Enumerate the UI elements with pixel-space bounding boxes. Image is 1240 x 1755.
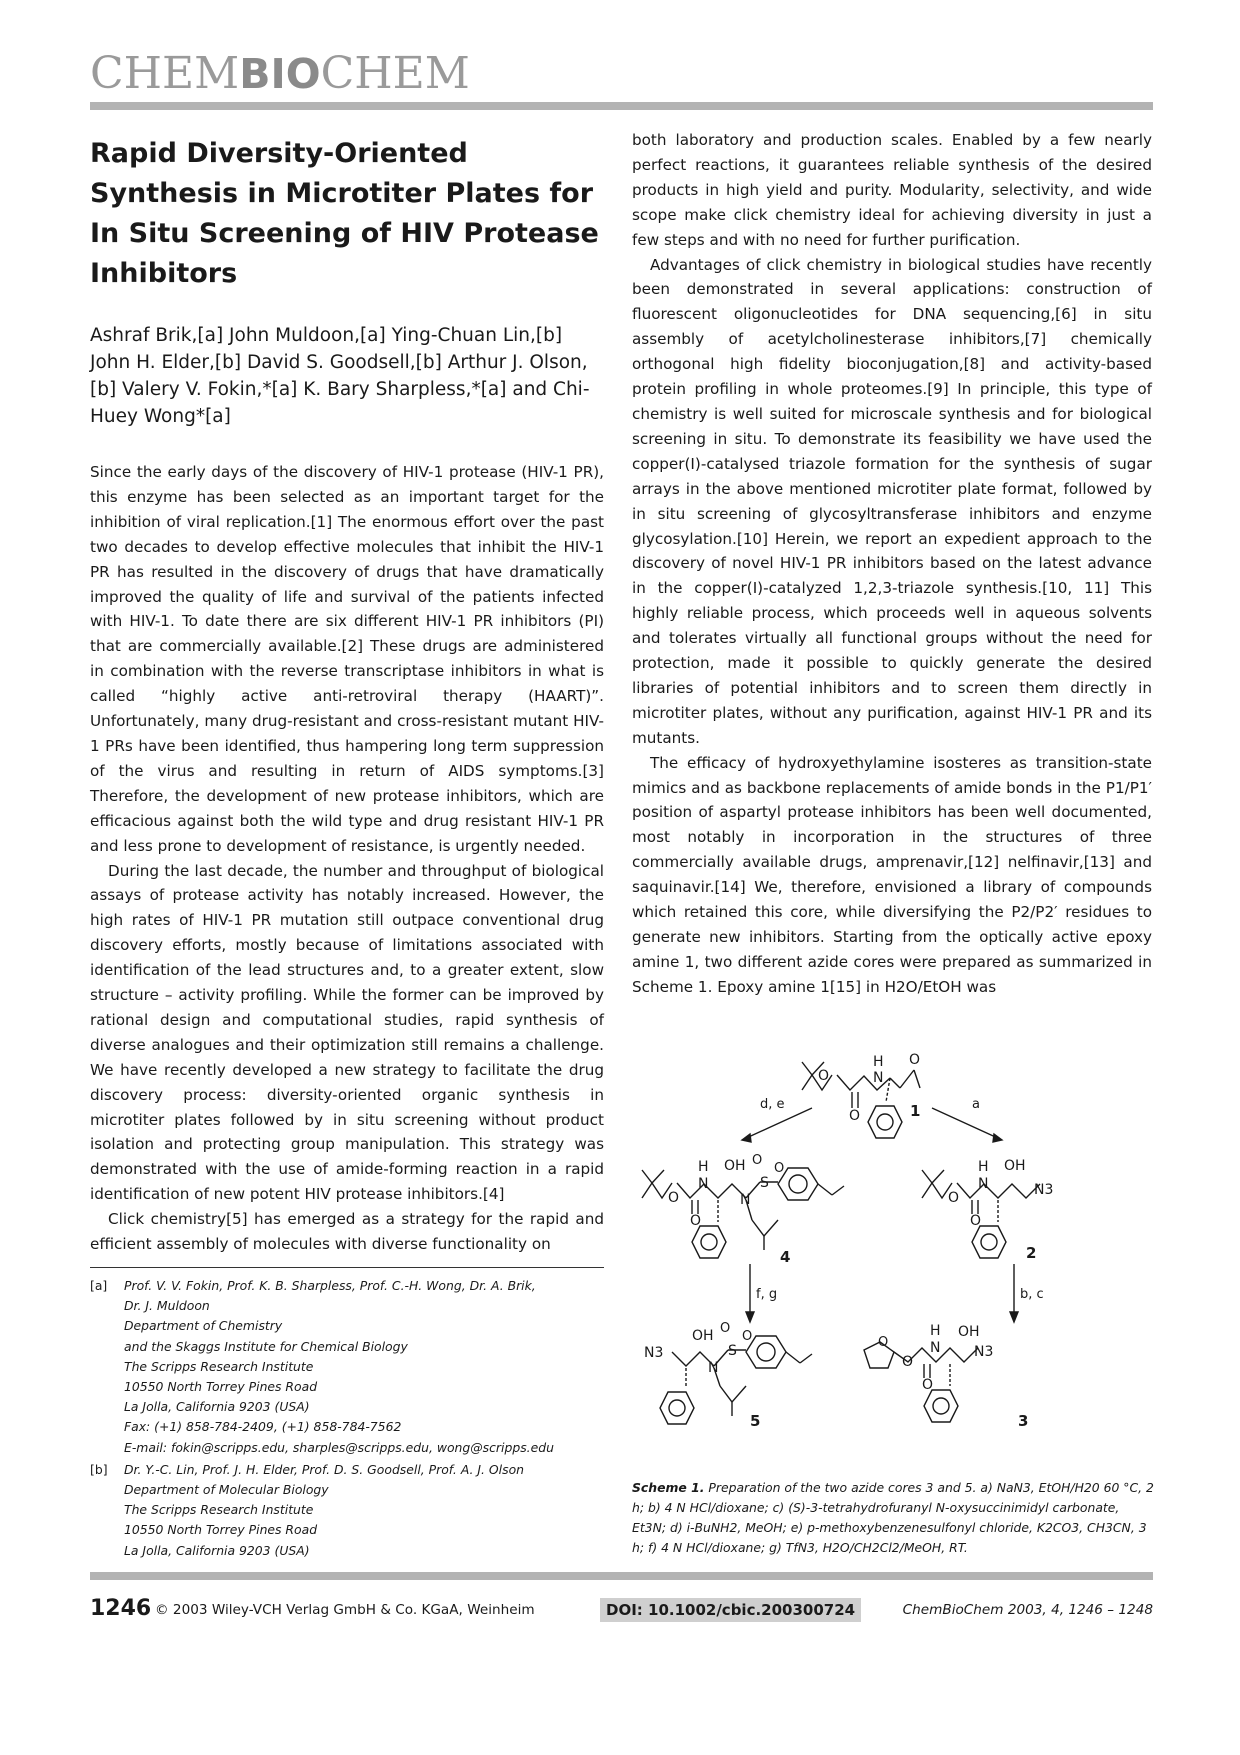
atom-label: O — [849, 1108, 861, 1124]
atom-label: N — [740, 1192, 751, 1208]
left-column — [90, 128, 604, 1257]
atom-label: N3 — [1034, 1182, 1054, 1198]
compound-3-structure — [864, 1323, 1028, 1430]
masthead-part-3: CHEM — [320, 48, 470, 99]
arrow-head — [1010, 1312, 1018, 1322]
page-number: 1246 — [90, 1596, 152, 1621]
header-rule — [90, 102, 1153, 110]
footnote-rule — [90, 1267, 604, 1268]
body-paragraph-2: During the last decade, the number and throughput of biological assays of protease activity has notably increased. However, the high rates of HIV-1 PR mutation still outpace conventional drug discovery efforts, mostly because of limitations associated with identification of the lead structures and, to a greater extent, slow structure – activity profiling. While the former can be improved by rational design and computational studies, rapid synthesis of diverse analogues and their optimization still remains a challenge. We have recently developed a new strategy to facilitate the drug discovery process: diversity-oriented organic synthesis in microtiter plates followed by in situ screening without product isolation and protecting group manipulation. This strategy was demonstrated with the use of amide-forming reaction in a rapid identification of new potent HIV protease inhibitors.[4] — [90, 861, 604, 1204]
footnote-line: Prof. V. V. Fokin, Prof. K. B. Sharpless, Prof. C.-H. Wong, Dr. A. Brik, — [124, 1278, 536, 1293]
footnote-line: The Scripps Research Institute — [124, 1502, 314, 1518]
caption-label: Scheme 1. — [632, 1480, 705, 1495]
compound-number: 2 — [1026, 1244, 1037, 1262]
footnote-mark: [a] — [90, 1278, 108, 1293]
body-paragraph-4: both laboratory and production scales. Enabled by a few nearly perfect reactions, it guarantees reliable synthesis of the desired products in high yield and purity. Modularity, selectivity, and wide scope make click chemistry ideal for achieving diversity in just a few steps and with no need for further purification. — [632, 131, 1152, 249]
atom-label: O — [774, 1161, 785, 1176]
footnote-b — [90, 1460, 604, 1561]
footnote-line: Fax: (+1) 858-784-2409, (+1) 858-784-7562 — [124, 1419, 402, 1435]
reaction-arrow — [742, 1108, 812, 1140]
compound-number: 1 — [910, 1102, 921, 1120]
atom-label: N — [978, 1176, 989, 1192]
atom-label: N3 — [644, 1345, 664, 1361]
reaction-label: d, e — [760, 1097, 785, 1112]
scheme-caption — [632, 1478, 1154, 1558]
atom-label: O — [742, 1329, 753, 1344]
arrow-head — [742, 1134, 751, 1142]
atom-label: O — [909, 1052, 921, 1068]
journal-masthead — [90, 48, 470, 99]
atom-label: H — [698, 1159, 709, 1175]
affiliation-footnotes — [90, 1276, 604, 1563]
caption-text: Preparation of the two azide cores 3 and 5. a) NaN3, EtOH/H20 60 °C, 2 h; b) 4 N HCl/dioxane; c) (S)-3-tetrahydrofuranyl N-oxysuccinimidyl carbonate, Et3N; d) i-BuNH2, MeOH; e) p-methoxybenzenesulfonyl chloride, K2CO3, CH3CN, 3 h; f) 4 N HCl/dioxane; g) TfN3, H2O/CH2Cl2/MeOH, RT. — [632, 1480, 1154, 1555]
footnote-line: Department of Chemistry — [124, 1318, 283, 1334]
compound-number: 5 — [750, 1412, 761, 1430]
footnote-line: The Scripps Research Institute — [124, 1358, 314, 1374]
atom-label: O — [878, 1335, 889, 1350]
right-column — [632, 128, 1152, 1000]
atom-label: H — [930, 1323, 941, 1339]
footnote-line: Department of Molecular Biology — [124, 1482, 329, 1498]
body-paragraph-3: Click chemistry[5] has emerged as a strategy for the rapid and efficient assembly of molecules with diverse functionality on — [90, 1210, 604, 1254]
atom-label: O — [690, 1213, 702, 1229]
footer-rule — [90, 1572, 1153, 1580]
article-title: Rapid Diversity-Oriented Synthesis in Microtiter Plates for In Situ Screening of HIV Protease Inhibitors — [90, 138, 599, 289]
doi-link[interactable]: DOI: 10.1002/cbic.200300724 — [600, 1598, 861, 1622]
atom-label: O — [902, 1354, 914, 1370]
atom-label: O — [818, 1068, 830, 1084]
arrow-head — [746, 1312, 754, 1322]
scheme-1-figure — [632, 1050, 1152, 1520]
masthead-part-1: CHEM — [90, 48, 240, 99]
footnote-line: La Jolla, California 9203 (USA) — [124, 1399, 310, 1415]
atom-label: S — [760, 1175, 769, 1191]
reaction-arrow — [932, 1108, 1002, 1140]
body-paragraph-5: Advantages of click chemistry in biological studies have recently been demonstrated in several applications: construction of fluorescent oligonucleotides for DNA sequencing,[6] in situ assembly of acetylcholinesterase inhibitors,[7] chemically orthogonal high fidelity bioconjugation,[8] and activity-based protein profiling in whole proteomes.[9] In principle, this type of chemistry is well suited for microscale synthesis and for biological screening in situ. To demonstrate its feasibility we have used the copper(I)-catalysed triazole formation for the synthesis of sugar arrays in the above mentioned microtiter plate format, followed by in situ screening of glycosyltransferase inhibitors and enzyme glycosylation.[10] Herein, we report an expedient approach to the discovery of novel HIV-1 PR inhibitors based on the latest advance in the copper(I)-catalyzed 1,2,3-triazole synthesis.[10, 11] This highly reliable process, which proceeds well in aqueous solvents and tolerates virtually all functional groups without the need for protection, made it possible to quickly generate the desired libraries of potential inhibitors and to screen them directly in microtiter plates, without any purification, against HIV-1 PR and its mutants. — [632, 255, 1152, 747]
atom-label: S — [728, 1343, 737, 1359]
atom-label: O — [970, 1213, 982, 1229]
compound-number: 4 — [780, 1248, 791, 1266]
atom-label: O — [948, 1190, 960, 1206]
atom-label: N — [698, 1176, 709, 1192]
atom-label: OH — [724, 1158, 746, 1174]
page-footer — [90, 1596, 1153, 1626]
atom-label: N — [930, 1340, 941, 1356]
compound-5-structure — [644, 1321, 812, 1430]
atom-label: O — [752, 1153, 763, 1168]
atom-label: H — [873, 1054, 884, 1070]
atom-label: N — [708, 1360, 719, 1376]
author-list: Ashraf Brik,[a] John Muldoon,[a] Ying-Chuan Lin,[b] John H. Elder,[b] David S. Goodsell,[b] Arthur J. Olson,[b] Valery V. Fokin,*[a] K. Bary Sharpless,*[a] and Chi-Huey Wong*[a] — [90, 325, 590, 427]
atom-label: H — [978, 1159, 989, 1175]
footnote-line: La Jolla, California 9203 (USA) — [124, 1542, 310, 1558]
compound-2-structure — [922, 1158, 1053, 1262]
compound-4-structure — [642, 1153, 844, 1266]
body-paragraph-1: Since the early days of the discovery of HIV-1 protease (HIV-1 PR), this enzyme has been selected as an important target for the inhibition of viral replication.[1] The enormous effort over the past two decades to develop effective molecules that inhibit the HIV-1 PR has resulted in the discovery of drugs that have dramatically improved the quality of life and survival of the patients infected with HIV-1. To date there are six different HIV-1 PR inhibitors (PI) that are commercially available.[2] These drugs are administered in combination with the reverse transcriptase inhibitors in what is called “highly active anti-retroviral therapy (HAART)”. Unfortunately, many drug-resistant and cross-resistant mutant HIV-1 PRs have been identified, thus hampering long term suppression of the virus and resulting in return of AIDS symptoms.[3] Therefore, the development of new protease inhibitors, which are efficacious against both the wild type and drug resistant HIV-1 PR and less prone to development of resistance, is urgently needed. — [90, 463, 604, 855]
footnote-a — [90, 1276, 604, 1458]
copyright-notice: © 2003 Wiley-VCH Verlag GmbH & Co. KGaA, Weinheim — [155, 1602, 535, 1618]
atom-label: N — [873, 1070, 884, 1086]
atom-label: O — [720, 1321, 731, 1336]
footnote-line: Dr. Y.-C. Lin, Prof. J. H. Elder, Prof. D. S. Goodsell, Prof. A. J. Olson — [124, 1461, 525, 1477]
footnote-line: 10550 North Torrey Pines Road — [124, 1522, 318, 1538]
reaction-label: b, c — [1020, 1287, 1044, 1302]
reaction-label: f, g — [756, 1287, 778, 1302]
footnote-line: 10550 North Torrey Pines Road — [124, 1379, 318, 1395]
compound-number: 3 — [1018, 1412, 1029, 1430]
atom-label: OH — [692, 1328, 714, 1344]
atom-label: OH — [1004, 1158, 1026, 1174]
reaction-label: a — [972, 1097, 980, 1112]
footnote-line: Dr. J. Muldoon — [124, 1298, 210, 1314]
atom-label: O — [668, 1190, 680, 1206]
arrow-head — [993, 1134, 1002, 1142]
atom-label: OH — [958, 1324, 980, 1340]
footnote-mark: [b] — [90, 1461, 108, 1477]
journal-reference: ChemBioChem 2003, 4, 1246 – 1248 — [902, 1602, 1153, 1618]
atom-label: O — [922, 1377, 934, 1393]
footnote-line: and the Skaggs Institute for Chemical Biology — [124, 1338, 408, 1354]
atom-label: N3 — [974, 1344, 994, 1360]
masthead-part-2: BIO — [239, 50, 321, 98]
compound-1-structure — [802, 1052, 920, 1138]
body-paragraph-6: The efficacy of hydroxyethylamine isosteres as transition-state mimics and as backbone replacements of amide bonds in the P1/P1′ position of aspartyl protease inhibitors has been well documented, most notably in incorporation in the structures of three commercially available drugs, amprenavir,[12] nelfinavir,[13] and saquinavir.[14] We, therefore, envisioned a library of compounds which retained this core, while diversifying the P2/P2′ residues to generate new inhibitors. Starting from the optically active epoxy amine 1, two different azide cores were prepared as summarized in Scheme 1. Epoxy amine 1[15] in H2O/EtOH was — [632, 753, 1152, 996]
footnote-email[interactable]: E-mail: fokin@scripps.edu, sharples@scripps.edu, wong@scripps.edu — [124, 1439, 554, 1455]
